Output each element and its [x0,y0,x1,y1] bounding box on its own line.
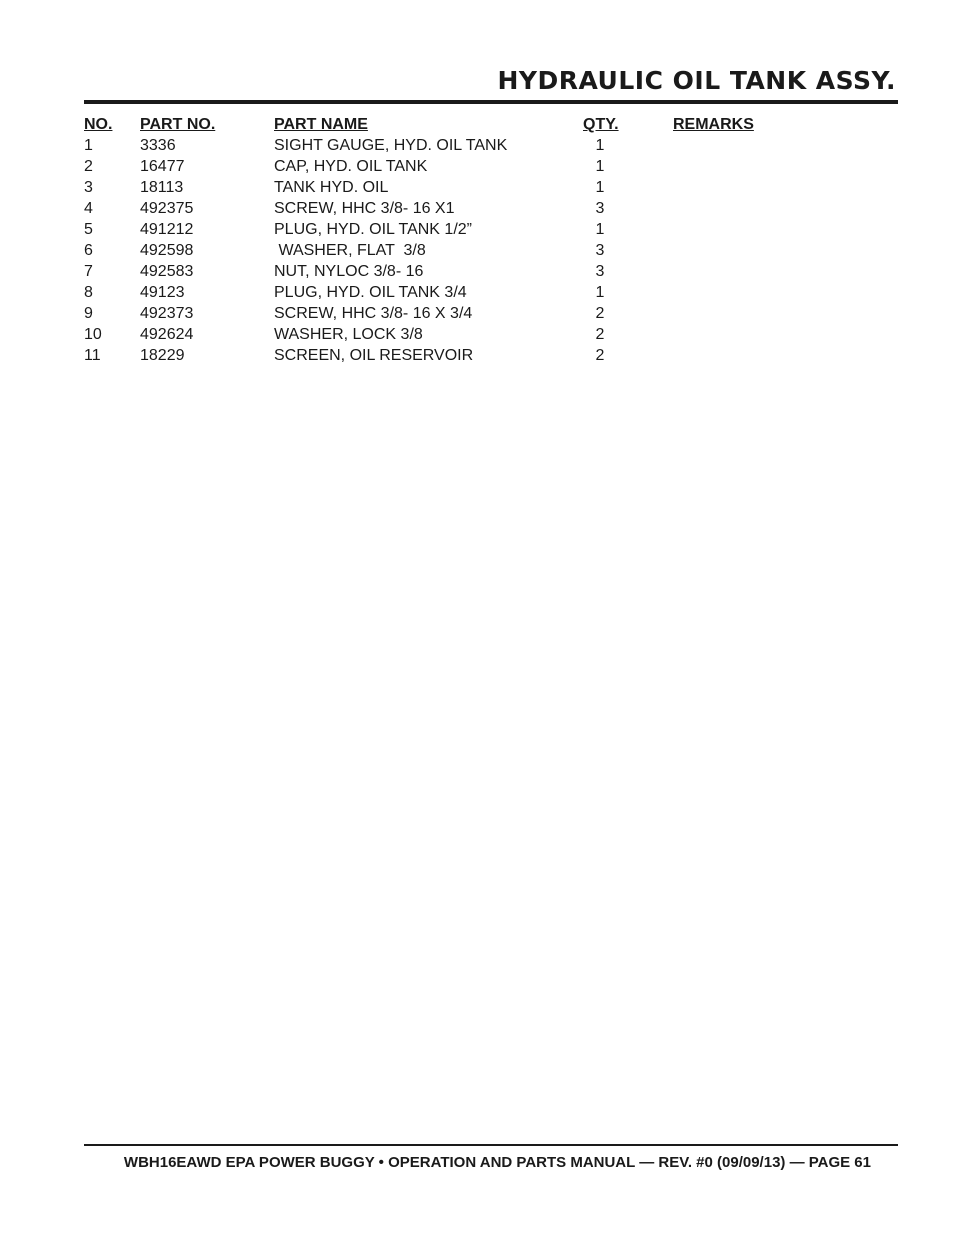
cell-qty: 1 [595,221,605,238]
cell-part-name: SCREW, HHC 3/8- 16 X 3/4 [274,305,473,322]
cell-qty: 1 [595,137,605,154]
table-body [84,135,898,366]
cell-part-name: TANK HYD. OIL [274,179,389,196]
page-title: HYDRAULIC OIL TANK ASSY. [497,66,896,95]
cell-part-name: PLUG, HYD. OIL TANK 3/4 [274,284,467,301]
table-row [84,261,898,282]
parts-table [84,114,898,366]
cell-part-no: 491212 [140,221,194,238]
cell-part-no: 492373 [140,305,194,322]
cell-part-no: 3336 [140,137,176,154]
cell-part-name: WASHER, FLAT 3/8 [274,242,426,259]
table-row [84,219,898,240]
cell-no: 5 [84,221,93,238]
cell-qty: 3 [595,200,605,217]
cell-part-no: 492375 [140,200,194,217]
table-row [84,324,898,345]
cell-no: 10 [84,326,102,343]
cell-qty: 2 [595,326,605,343]
cell-no: 2 [84,158,93,175]
table-row [84,156,898,177]
cell-no: 3 [84,179,93,196]
cell-qty: 2 [595,305,605,322]
column-header-remarks: REMARKS [673,116,754,133]
cell-qty: 1 [595,284,605,301]
cell-part-no: 492624 [140,326,194,343]
cell-part-name: WASHER, LOCK 3/8 [274,326,423,343]
cell-part-no: 49123 [140,284,185,301]
column-header-part-no: PART NO. [140,116,216,133]
table-header-row [84,114,898,135]
table-row [84,345,898,366]
cell-part-no: 16477 [140,158,185,175]
cell-qty: 1 [595,179,605,196]
table-row [84,135,898,156]
cell-no: 8 [84,284,93,301]
cell-no: 11 [84,347,101,364]
cell-qty: 3 [595,242,605,259]
table-row [84,303,898,324]
cell-part-name: SIGHT GAUGE, HYD. OIL TANK [274,137,508,154]
column-header-no: NO. [84,116,113,133]
cell-part-name: SCREW, HHC 3/8- 16 X1 [274,200,455,217]
cell-no: 9 [84,305,93,322]
cell-no: 4 [84,200,93,217]
footer-divider [84,1144,898,1146]
cell-no: 7 [84,263,93,280]
table-row [84,177,898,198]
cell-qty: 3 [595,263,605,280]
cell-no: 6 [84,242,93,259]
cell-qty: 1 [595,158,605,175]
column-header-part-name: PART NAME [274,116,368,133]
cell-part-no: 492583 [140,263,194,280]
table-row [84,282,898,303]
column-header-qty: QTY. [583,116,619,133]
cell-part-name: PLUG, HYD. OIL TANK 1/2” [274,221,472,238]
cell-part-no: 18229 [140,347,185,364]
cell-qty: 2 [595,347,605,364]
table-row [84,240,898,261]
page-footer: WBH16EAWD EPA POWER BUGGY • OPERATION AND PARTS MANUAL — REV. #0 (09/09/13) — PAGE 61 [123,1154,871,1171]
title-divider [84,100,898,104]
cell-part-no: 18113 [140,179,184,196]
cell-no: 1 [84,137,93,154]
cell-part-name: CAP, HYD. OIL TANK [274,158,428,175]
cell-part-name: NUT, NYLOC 3/8- 16 [274,263,424,280]
cell-part-name: SCREEN, OIL RESERVOIR [274,347,474,364]
table-row [84,198,898,219]
cell-part-no: 492598 [140,242,194,259]
